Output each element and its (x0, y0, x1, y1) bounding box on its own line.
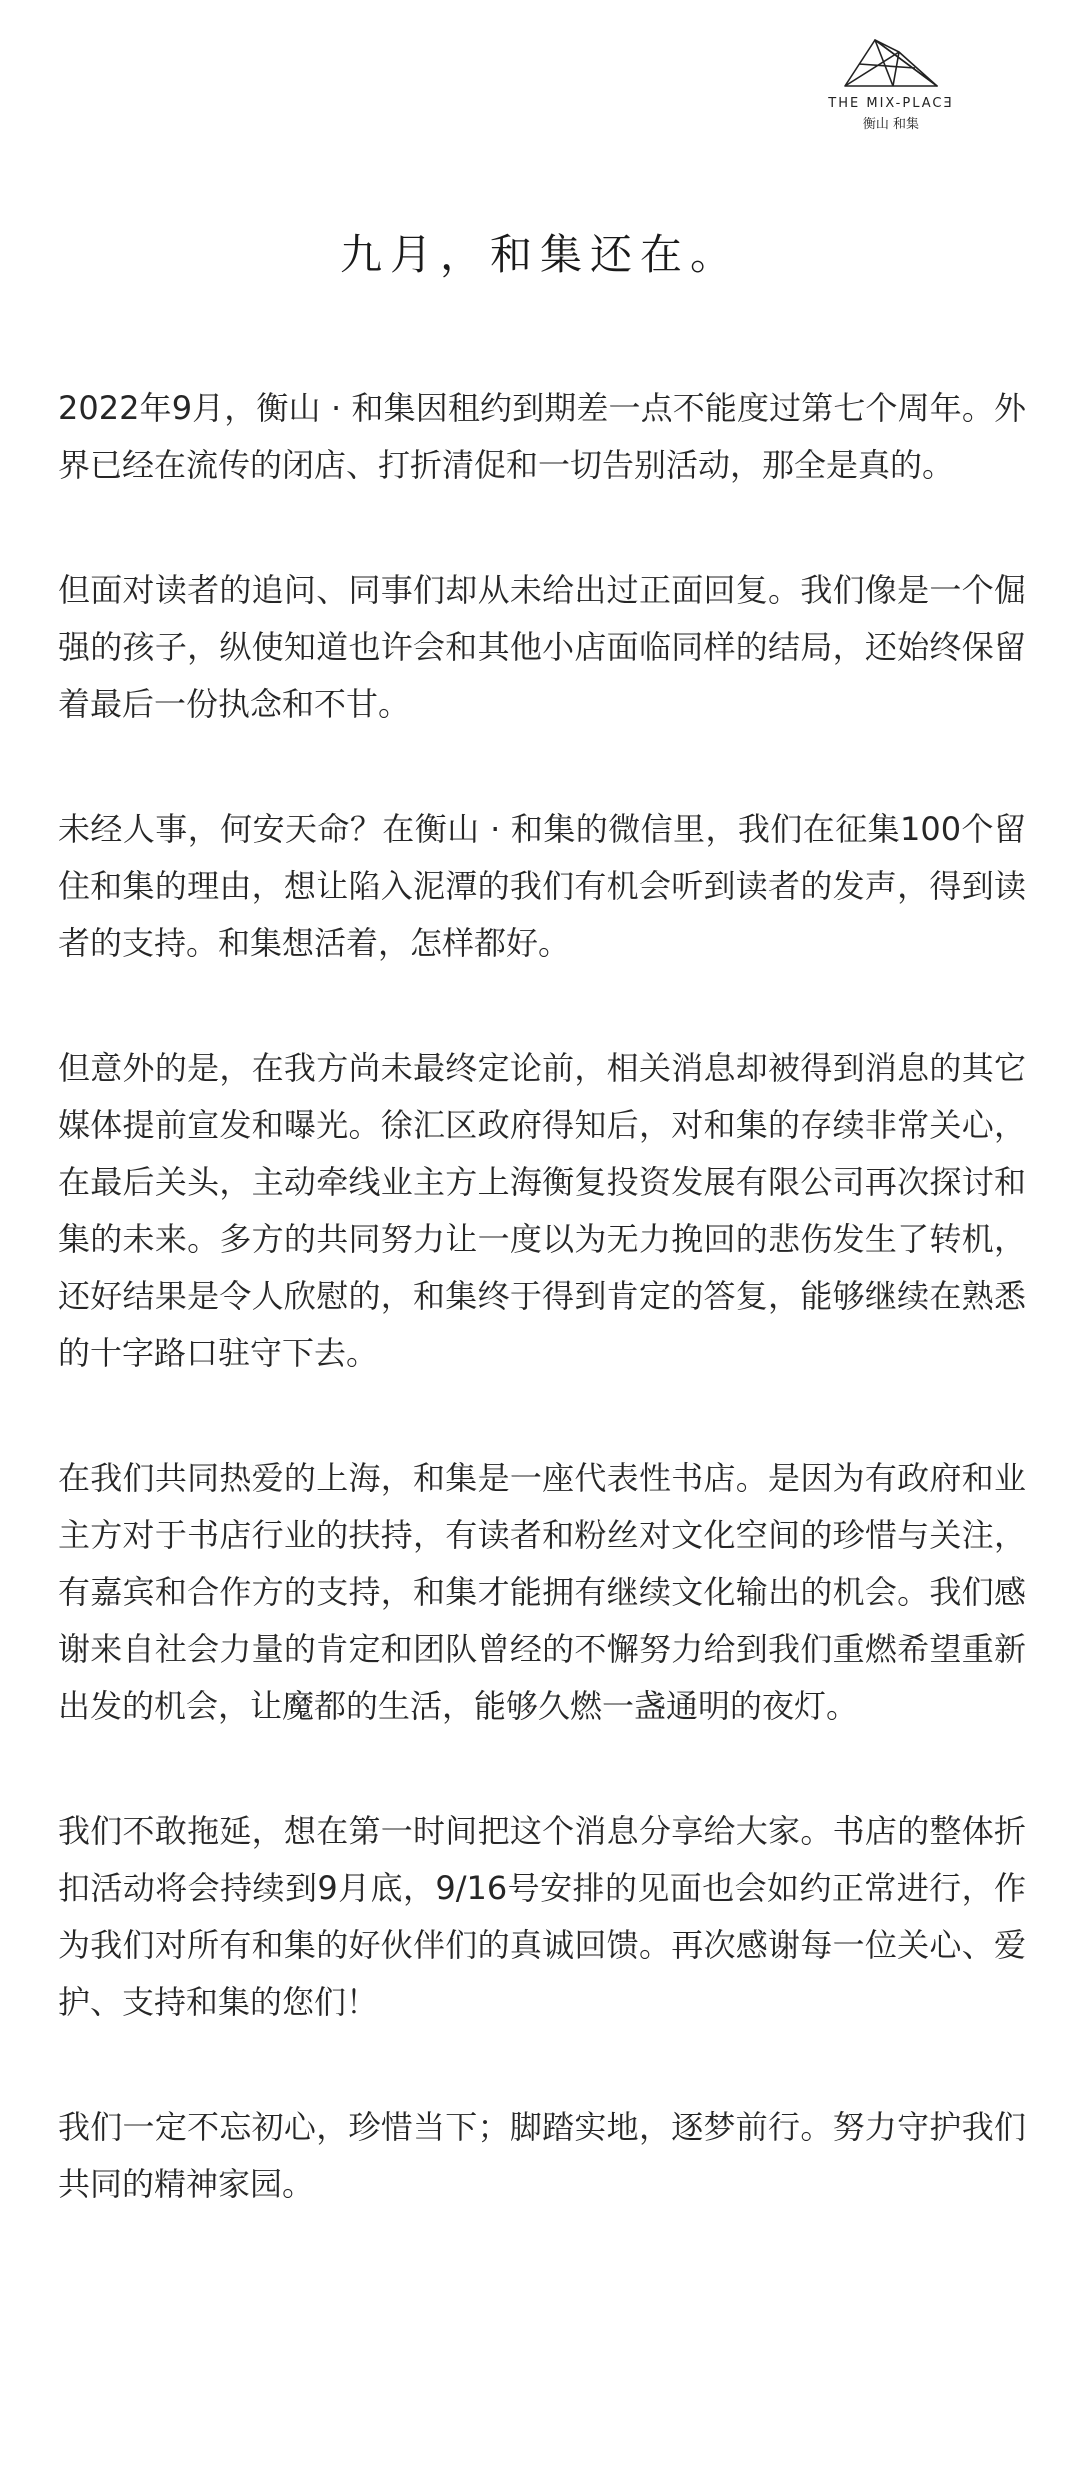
brand-logo (806, 36, 976, 132)
logo-name: THE MIX-PLACƎ (828, 96, 954, 111)
paragraph-4: 但意外的是，在我方尚未最终定论前，相关消息却被得到消息的其它媒体提前宣发和曝光。徐汇区政府得知后，对和集的存续非常关心，在最后关头，主动牵线业主方上海衡复投资发展有限公司再次探讨和集的未来。多方的共同努力让一度以为无力挽回的悲伤发生了转机，还好结果是令人欣慰的，和集终于得到肯定的答复，能够继续在熟悉的十字路口驻守下去。 (58, 1049, 1026, 1372)
paragraph-3: 未经人事，何安天命？在衡山 · 和集的微信里，我们在征集100个留住和集的理由，想让陷入泥潭的我们有机会听到读者的发声，得到读者的支持。和集想活着，怎样都好。 (58, 810, 1026, 962)
paragraph-2: 但面对读者的追问、同事们却从未给出过正面回复。我们像是一个倔强的孩子，纵使知道也许会和其他小店面临同样的结局，还始终保留着最后一份执念和不甘。 (58, 571, 1026, 723)
paragraph-1: 2022年9月，衡山 · 和集因租约到期差一点不能度过第七个周年。外界已经在流传的闭店、打折清促和一切告别活动，那全是真的。 (58, 389, 1026, 484)
paragraph-5: 在我们共同热爱的上海，和集是一座代表性书店。是因为有政府和业主方对于书店行业的扶持，有读者和粉丝对文化空间的珍惜与关注，有嘉宾和合作方的支持，和集才能拥有继续文化输出的机会。我们感谢来自社会力量的肯定和团队曾经的不懈努力给到我们重燃希望重新出发的机会，让魔都的生活，能够久燃一盏通明的夜灯。 (58, 1459, 1026, 1725)
paragraph-7: 我们一定不忘初心，珍惜当下；脚踏实地，逐梦前行。努力守护我们共同的精神家园。 (58, 2108, 1026, 2203)
logo-subtitle: 衡山 和集 (862, 117, 920, 132)
paragraph-6: 我们不敢拖延，想在第一时间把这个消息分享给大家。书店的整体折扣活动将会持续到9月底，9/16号安排的见面也会如约正常进行，作为我们对所有和集的好伙伴们的真诚回馈。再次感谢每一位关心、爱护、支持和集的您们！ (58, 1812, 1026, 2021)
logo-mark-icon (841, 36, 941, 90)
page-title: 九月，和集还在。 (339, 230, 740, 279)
article-body (58, 380, 1026, 2281)
